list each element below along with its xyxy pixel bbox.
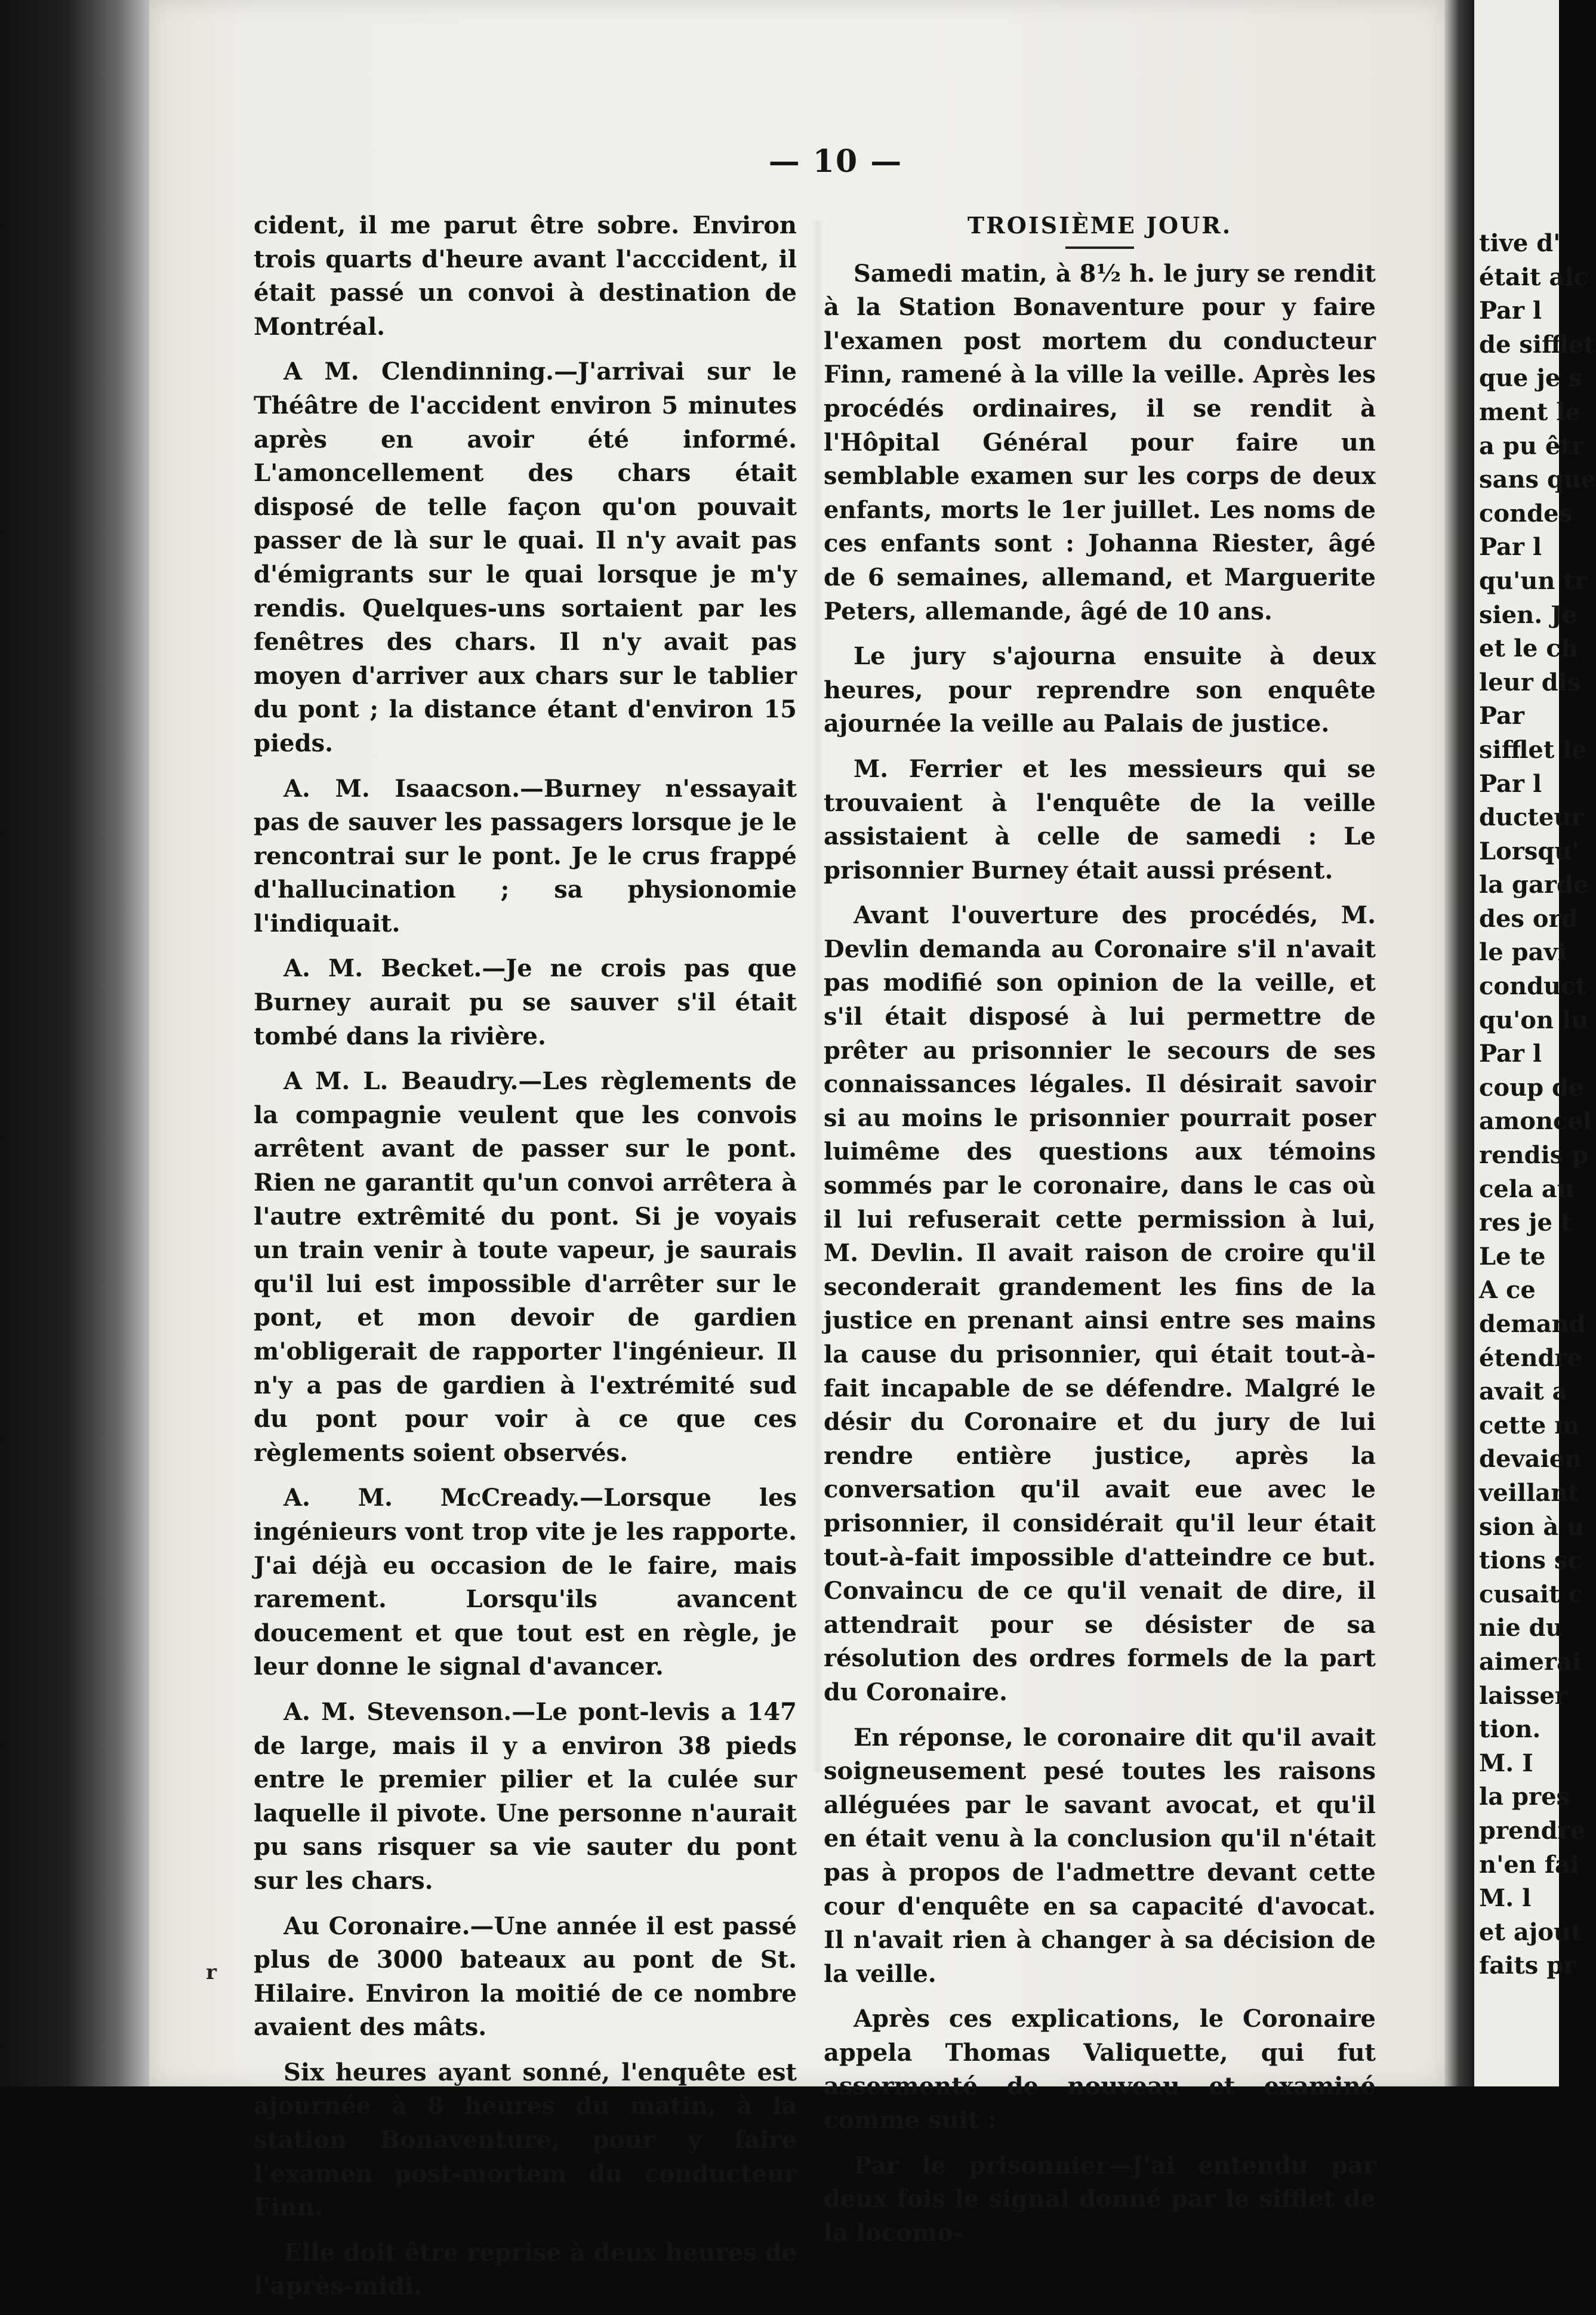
- left-paragraph: A M. L. Beaudry.—Les règlements de la compagnie veulent que les convois arrêtent avant de passer sur le pont. Rien ne garantit qu'un convoi arrêtera à l'autre extrêmité du pont. Si je voyais un train venir à toute vapeur, je saurais qu'il lui est impossible d'arrêter sur le pont, et mon devoir de gardien m'obligerait de rapporter l'ingénieur. Il n'y a pas de gardien à l'extrémité sud du pont pour voir à ce que ces règlements soient observés.: [254, 1067, 797, 1467]
- facing-page-line: sien. Je: [1479, 600, 1577, 629]
- left-paragraph: A M. Clendinning.—J'arrivai sur le Théâtre de l'accident environ 5 minutes après en avoir été informé. L'amoncellement des chars était disposé de telle façon qu'on pouvait passer de là sur le quai. Il n'y avait pas d'émigrants sur le quai lorsque je m'y rendis. Quelques-uns sortaient par les fenêtres des chars. Il n'y avait pas moyen d'arriver aux chars sur le tablier du pont ; la distance étant d'environ 15 pieds.: [254, 357, 797, 757]
- facing-page-line: Par l: [1479, 1040, 1542, 1068]
- facing-page-line: et ajout: [1479, 1918, 1582, 1946]
- facing-page-line: ment le: [1479, 397, 1580, 426]
- facing-page-line: Par l: [1479, 297, 1542, 325]
- facing-page-line: avait a: [1479, 1377, 1568, 1406]
- facing-page-line: cette m: [1479, 1411, 1580, 1439]
- facing-page-line: tion.: [1479, 1715, 1541, 1744]
- facing-page-line: prendre: [1479, 1816, 1586, 1845]
- facing-page-line: cela au: [1479, 1175, 1575, 1203]
- scan-left-frame: [0, 0, 149, 2086]
- facing-page-line: sifflet le: [1479, 735, 1587, 764]
- facing-page-line: la pres: [1479, 1783, 1570, 1811]
- facing-page-line: Par l: [1479, 533, 1542, 562]
- facing-page-line: tions sc: [1479, 1546, 1582, 1575]
- left-paragraph: Au Coronaire.—Une année il est passé plus de 3000 bateaux au pont de St. Hilaire. Environ la moitié de ce nombre avaient des mâts.: [254, 1912, 797, 2042]
- left-paragraph: cident, il me parut être sobre. Environ trois quarts d'heure avant l'acccident, il était passé un convoi à destination de Montréal.: [254, 211, 797, 341]
- facing-page-line: cusait c: [1479, 1580, 1583, 1608]
- section-heading: TROISIÈME JOUR.: [967, 212, 1233, 239]
- facing-page-line: devaien: [1479, 1445, 1582, 1474]
- column-bleed: [812, 221, 824, 1773]
- facing-page-line: était alc: [1479, 263, 1588, 291]
- facing-page-line: conduct: [1479, 972, 1586, 1001]
- page-gutter: [1444, 0, 1474, 2086]
- middle-paragraph: Après ces explications, le Coronaire appela Thomas Valiquette, qui fut assermenté de nouveau et examiné comme suit :: [824, 2005, 1376, 2135]
- facing-page-line: laisser: [1479, 1681, 1567, 1710]
- facing-page-line: Lorsqu': [1479, 837, 1579, 865]
- facing-page-line: A ce: [1479, 1276, 1536, 1305]
- middle-paragraph: Avant l'ouverture des procédés, M. Devlin demanda au Coronaire s'il n'avait pas modifié son opinion de la veille, et s'il était disposé à lui permettre de prêter au prisonnier le secours de ses connaissances légales. Il désirait savoir si au moins le prisonnier pourrait poser luimême des questions aux témoins sommés par le coronaire, dans le cas où il lui refuserait cette permission à lui, M. Devlin. Il avait raison de croire qu'il seconderait grandement les fins de la justice en prenant ainsi entre ses mains la cause du prisonnier, qui était tout-à-fait incapable de se défendre. Malgré le désir du Coronaire et du jury de lui rendre entière justice, après la conversation qu'il avait eue avec le prisonnier, il considérait qu'il leur était tout-à-fait impossible d'atteindre ce but. Convaincu de ce qu'il venait de dire, il attendrait pour se désister de sa résolution des ordres formels de la part du Coronaire.: [824, 901, 1376, 1706]
- page-number: — 10 —: [768, 143, 903, 180]
- facing-page-line: veillant: [1479, 1478, 1579, 1507]
- left-paragraph: A. M. Becket.—Je ne crois pas que Burney aurait pu se sauver s'il était tombé dans la rivière.: [254, 954, 797, 1050]
- heading-rule: [1065, 246, 1134, 249]
- facing-page-line: Par: [1479, 702, 1524, 730]
- facing-page-line: que je s: [1479, 364, 1582, 393]
- left-paragraph: Elle doit être reprise à deux heures de l'après-midi.: [254, 2238, 797, 2301]
- middle-paragraph: M. Ferrier et les messieurs qui se trouvaient à l'enquête de la veille assistaient à celle de samedi : Le prisonnier Burney était aussi présent.: [824, 754, 1376, 884]
- facing-page-line: tive d': [1479, 229, 1561, 257]
- facing-page-line: Le te: [1479, 1242, 1546, 1271]
- facing-page-line: nie du: [1479, 1614, 1563, 1642]
- facing-page-line: aimerai: [1479, 1647, 1582, 1676]
- facing-page-line: condes: [1479, 499, 1573, 528]
- middle-paragraphs: [824, 257, 1376, 2251]
- corner-mark: r: [206, 1960, 217, 1984]
- facing-page-line: M. I: [1479, 1749, 1533, 1777]
- facing-page-line: amoncel: [1479, 1107, 1592, 1136]
- left-paragraph: A. M. Isaacson.—Burney n'essayait pas de sauver les passagers lorsque je le rencontrai sur le pont. Je le crus frappé d'hallucination ; sa physionomie l'indiquait.: [254, 774, 797, 938]
- middle-paragraph: Samedi matin, à 8½ h. le jury se rendit à la Station Bonaventure pour y faire l'examen post mortem du conducteur Finn, ramené à la ville la veille. Après les procédés ordinaires, il se rendit à l'Hôpital Général pour faire un semblable examen sur les corps de deux enfants, morts le 1er juillet. Les noms de ces enfants sont : Johanna Riester, âgé de 6 semaines, allemand, et Marguerite Peters, allemande, âgé de 10 ans.: [824, 259, 1376, 625]
- facing-page-line: et le ch: [1479, 634, 1578, 663]
- facing-page-line: n'en fai: [1479, 1850, 1580, 1879]
- facing-page-line: la garde: [1479, 871, 1589, 899]
- left-paragraph: A. M. Stevenson.—Le pont-levis a 147 de large, mais il y a environ 38 pieds entre le premier pilier et la culée sur laquelle il pivote. Une personne n'aurait pu sans risquer sa vie sauter du pont sur les chars.: [254, 1697, 797, 1895]
- facing-page-line: M. l: [1479, 1884, 1532, 1913]
- facing-page-line: qu'on lu: [1479, 1006, 1589, 1034]
- middle-column: [824, 209, 1376, 2261]
- facing-page-line: ducteur: [1479, 803, 1584, 832]
- facing-page-line: qu'un tr: [1479, 566, 1587, 595]
- facing-page-line: a pu êtr: [1479, 431, 1584, 460]
- facing-page-line: coup de: [1479, 1073, 1584, 1102]
- facing-page-line: leur dis: [1479, 668, 1581, 696]
- facing-page-line: faits pr: [1479, 1952, 1576, 1980]
- facing-page-line: demand: [1479, 1310, 1586, 1338]
- facing-page-line: res je t: [1479, 1209, 1572, 1237]
- facing-page-line: Par l: [1479, 769, 1542, 798]
- middle-paragraph: Par le prisonnier—J'ai entendu par deux fois le signal donné par le sifflet de la locomo-: [824, 2151, 1376, 2247]
- facing-page-line: le pavi: [1479, 938, 1567, 967]
- middle-paragraph: Le jury s'ajourna ensuite à deux heures, pour reprendre son enquête ajournée la veille au Palais de justice.: [824, 642, 1376, 738]
- facing-page-line: de sifflet: [1479, 330, 1595, 359]
- left-paragraph: A. M. McCready.—Lorsque les ingénieurs vont trop vite je les rapporte. J'ai déjà eu occasion de le faire, mais rarement. Lorsqu'ils avancent doucement et que tout est en règle, je leur donne le signal d'avancer.: [254, 1484, 797, 1681]
- facing-page-line: des ord: [1479, 904, 1578, 933]
- left-paragraph: Six heures ayant sonné, l'enquête est ajournée à 8 heures du matin, à la station Bonaventure, pour y faire l'examen post-mortem du conducteur Finn.: [254, 2058, 797, 2222]
- facing-page-line: sans que: [1479, 466, 1596, 494]
- middle-paragraph: En réponse, le coronaire dit qu'il avait soigneusement pesé toutes les raisons alléguées par le savant avocat, et qu'il en était venu à la conclusion qu'il n'était pas à propos de l'admettre devant cette cour d'enquête en sa capacité d'avocat. Il n'avait rien à changer à sa décision de la veille.: [824, 1723, 1376, 1988]
- facing-page-line: étendre: [1479, 1343, 1582, 1372]
- facing-page-line: rendis p: [1479, 1141, 1589, 1170]
- left-column: [254, 209, 797, 2315]
- facing-page-text-fragment: [1479, 227, 1596, 1983]
- facing-page-line: sion à u: [1479, 1512, 1585, 1541]
